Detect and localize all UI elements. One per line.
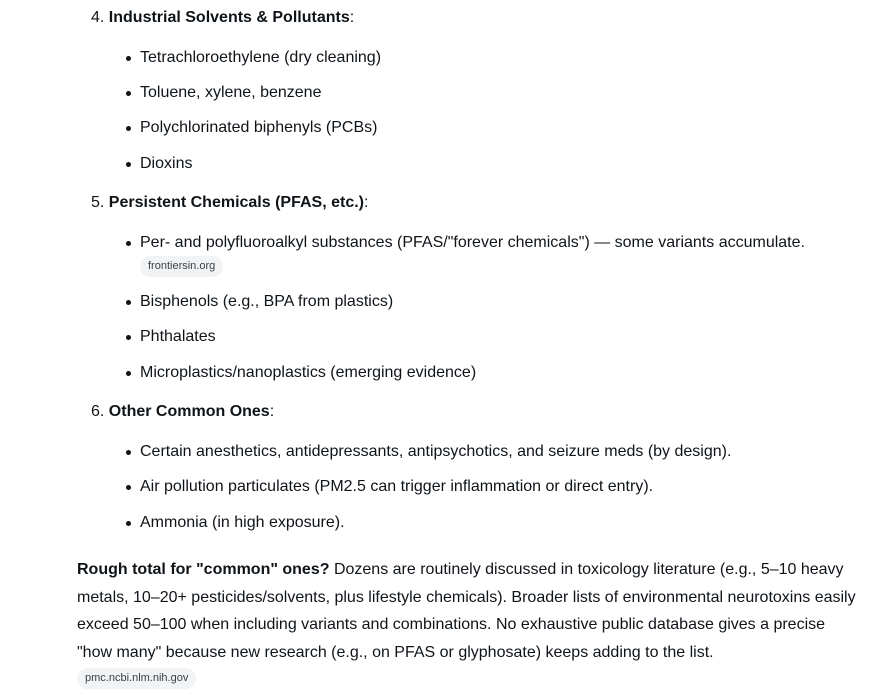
- list-item: Certain anesthetics, antidepressants, antipsychotics, and seizure meds (by design).: [140, 443, 732, 460]
- section-heading: [91, 402, 274, 422]
- summary-paragraph: [77, 556, 857, 666]
- list-item: Polychlorinated biphenyls (PCBs): [140, 119, 378, 136]
- section-suffix: :: [269, 403, 275, 420]
- list-item: Bisphenols (e.g., BPA from plastics): [140, 293, 394, 310]
- section-suffix: :: [364, 194, 369, 211]
- section-suffix: :: [349, 9, 355, 26]
- section-title: Industrial Solvents & Pollutants: [108, 9, 350, 26]
- list-item: Dioxins: [140, 155, 193, 172]
- list-item: Toluene, xylene, benzene: [140, 84, 322, 101]
- section-title: Other Common Ones: [108, 403, 270, 420]
- summary-text: Dozens are routinely discussed in toxicology literature (e.g., 5–10 heavy metals, 10–20+ pesticides/solvents, plus lifestyle chemicals). Broader lists of environmental neurotoxins easily exceed 50–100 when including variants and combinations. No exhaustive public database gives a precise "how many" because new research (e.g., on PFAS or glyphosate) keeps adding to the list.: [77, 561, 856, 661]
- section-number: 4.: [91, 9, 105, 26]
- section-title: Persistent Chemicals (PFAS, etc.): [108, 194, 364, 211]
- section-number: 5.: [91, 194, 105, 211]
- section-heading: [91, 193, 368, 213]
- summary-lead: Rough total for "common" ones?: [77, 561, 330, 578]
- section-heading: [91, 8, 354, 28]
- list-item: Microplastics/nanoplastics (emerging evidence): [140, 364, 477, 381]
- list-item: Ammonia (in high exposure).: [140, 514, 345, 531]
- source-chip-pmc[interactable]: pmc.ncbi.nlm.nih.gov: [77, 668, 196, 689]
- section-number: 6.: [91, 403, 105, 420]
- list-item: Phthalates: [140, 328, 216, 345]
- list-item: Air pollution particulates (PM2.5 can trigger inflammation or direct entry).: [140, 478, 654, 495]
- source-chip-frontiersin[interactable]: frontiersin.org: [140, 256, 223, 277]
- list-item: Per- and polyfluoroalkyl substances (PFAS/"forever chemicals") — some variants accumulate.: [140, 234, 805, 251]
- list-item: Tetrachloroethylene (dry cleaning): [140, 49, 382, 66]
